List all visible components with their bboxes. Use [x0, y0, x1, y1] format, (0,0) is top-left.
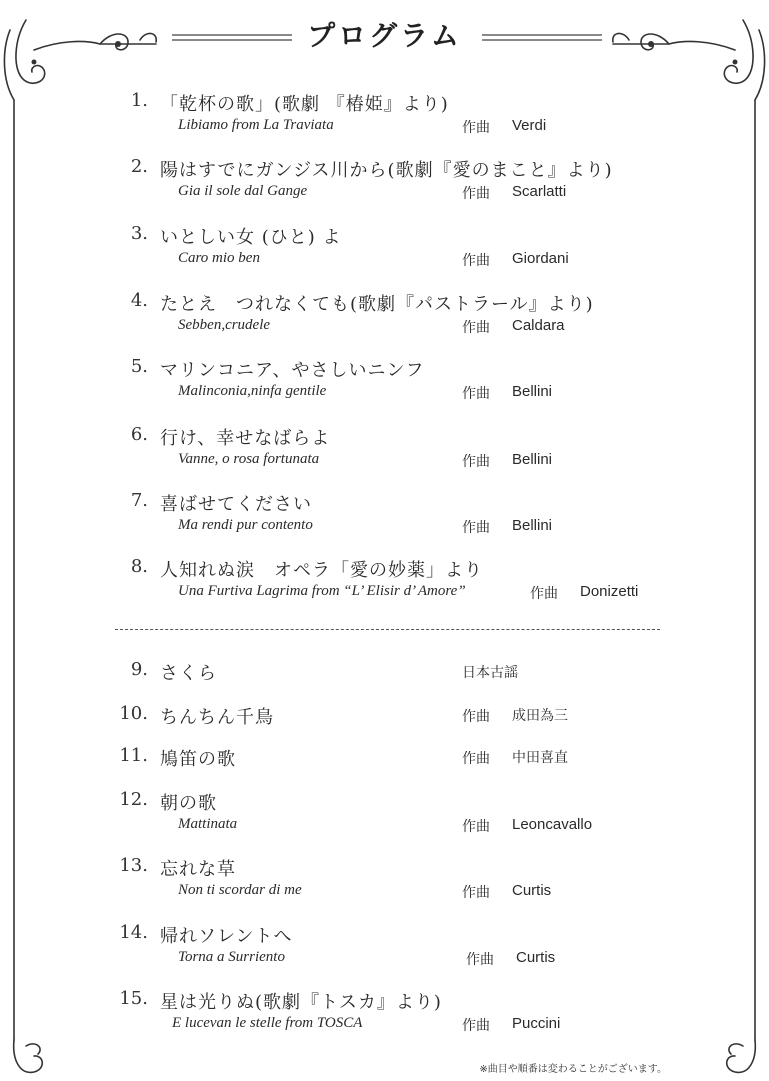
item-japanese-title: 朝の歌: [160, 793, 217, 814]
item-english-title: Mattinata: [178, 816, 238, 832]
composer-name: Bellini: [512, 517, 553, 534]
item-number: 5.: [130, 356, 148, 377]
item-english-title: Vanne, o rosa fortunata: [178, 451, 320, 467]
item-japanese-title: 「乾杯の歌」(歌劇 『椿姫』より): [160, 94, 449, 115]
item-japanese-title: さくら: [160, 663, 217, 684]
item-english-title: Torna a Surriento: [178, 949, 285, 965]
item-japanese-title: 人知れぬ涙 オペラ「愛の妙薬」より: [160, 560, 483, 581]
item-number: 6.: [130, 424, 148, 445]
item-english-title: Libiamo from La Traviata: [178, 117, 334, 133]
item-number: 12.: [119, 789, 148, 810]
item-english-title: Ma rendi pur contento: [178, 517, 313, 533]
composer-name: Bellini: [512, 383, 553, 400]
item-number: 10.: [119, 703, 148, 724]
item-number: 9.: [130, 659, 148, 680]
item-japanese-title: たとえ つれなくても(歌劇『パストラール』より): [160, 294, 594, 315]
composer-label: 作曲: [462, 120, 490, 136]
item-japanese-title: ちんちん千鳥: [160, 707, 274, 728]
composer-name: Scarlatti: [512, 183, 567, 200]
composer-name: 中田喜直: [512, 750, 568, 766]
section-divider: [115, 629, 660, 630]
composer-name: Bellini: [512, 451, 553, 468]
item-number: 3.: [130, 223, 148, 244]
item-japanese-title: 陽はすでにガンジス川から(歌劇『愛のまこと』より): [160, 160, 613, 181]
item-english-title: Una Furtiva Lagrima from “L’ Elisir d’ Amore”: [178, 583, 466, 599]
composer-label: 作曲: [462, 819, 490, 835]
composer-name: Curtis: [512, 882, 552, 899]
composer-name: Donizetti: [580, 583, 639, 600]
item-english-title: Gia il sole dal Gange: [178, 183, 308, 199]
composer-label: 作曲: [530, 586, 558, 602]
composer-name: Leoncavallo: [512, 816, 593, 833]
composer-name: Verdi: [512, 117, 547, 134]
composer-name: Puccini: [512, 1015, 561, 1032]
item-japanese-title: 忘れな草: [160, 859, 236, 880]
item-english-title: E lucevan le stelle from TOSCA: [172, 1015, 363, 1031]
composer-label: 作曲: [462, 751, 490, 767]
page-title: プログラム: [307, 19, 462, 52]
composer-name: Curtis: [516, 949, 556, 966]
item-number: 13.: [119, 855, 148, 876]
item-number: 8.: [130, 556, 148, 577]
composer-label: 作曲: [462, 1018, 490, 1034]
item-number: 11.: [119, 745, 148, 766]
item-japanese-title: 行け、幸せなばらよ: [160, 428, 331, 449]
item-english-title: Caro mio ben: [178, 250, 260, 266]
item-number: 15.: [119, 988, 148, 1009]
item-number: 1.: [130, 90, 148, 111]
item-english-title: Sebben,crudele: [178, 317, 271, 333]
item-japanese-title: いとしい女 (ひと) よ: [160, 227, 342, 248]
composer-name: Caldara: [512, 317, 565, 334]
item-english-title: Non ti scordar di me: [178, 882, 302, 898]
item-number: 14.: [119, 922, 148, 943]
composer-label: 作曲: [462, 253, 490, 269]
origin-label: 日本古謡: [462, 665, 518, 681]
item-japanese-title: マリンコニア、やさしいニンフ: [160, 360, 425, 381]
composer-label: 作曲: [462, 454, 490, 470]
item-japanese-title: 喜ばせてください: [160, 494, 312, 515]
item-number: 4.: [130, 290, 148, 311]
item-japanese-title: 帰れソレントへ: [160, 926, 293, 947]
composer-label: 作曲: [462, 885, 490, 901]
item-number: 2.: [130, 156, 148, 177]
composer-label: 作曲: [466, 952, 494, 968]
composer-label: 作曲: [462, 520, 490, 536]
item-number: 7.: [130, 490, 148, 511]
composer-label: 作曲: [462, 186, 490, 202]
footnote: ※曲目や順番は変わることがございます。: [479, 1064, 667, 1075]
item-english-title: Malinconia,ninfa gentile: [178, 383, 327, 399]
composer-label: 作曲: [462, 320, 490, 336]
composer-label: 作曲: [462, 709, 490, 725]
composer-name: 成田為三: [512, 708, 568, 724]
item-japanese-title: 星は光りぬ(歌劇『トスカ』より): [160, 992, 442, 1013]
item-japanese-title: 鳩笛の歌: [160, 749, 236, 770]
composer-label: 作曲: [462, 386, 490, 402]
composer-name: Giordani: [512, 250, 569, 267]
